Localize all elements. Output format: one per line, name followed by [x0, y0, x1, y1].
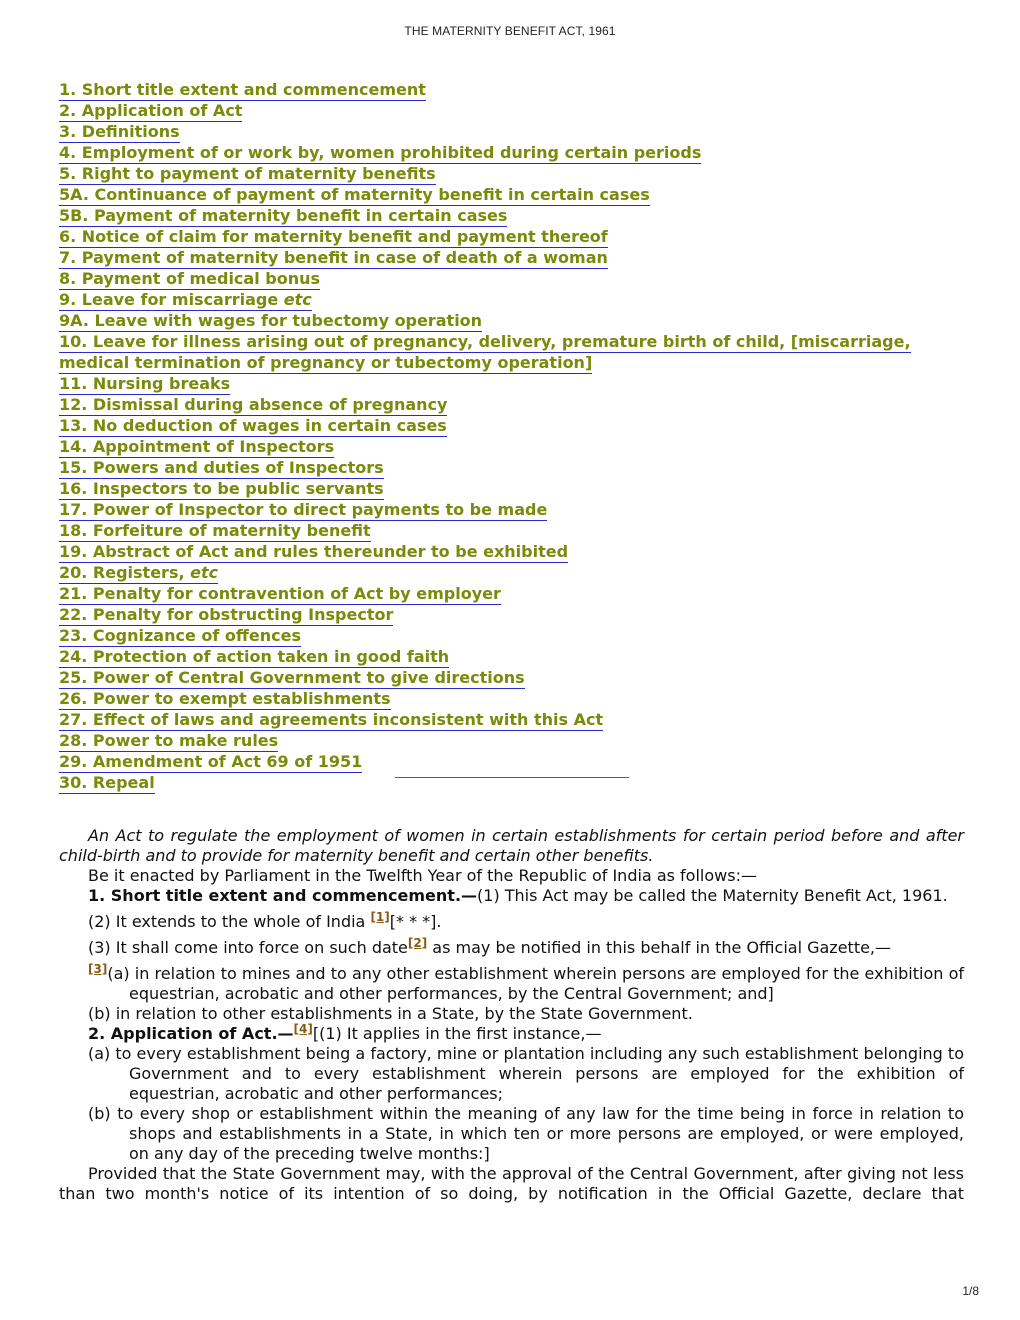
toc-link-21[interactable]: 21. Penalty for contravention of Act by employer [59, 584, 501, 603]
toc-link-16[interactable]: 16. Inspectors to be public servants [59, 479, 384, 498]
section-2-clause-b: (b) to every shop or establishment within the meaning of any law for the time being in force in relation to shops and establishments in a State, in which ten or more persons are employed, or were employed, on any day of the preceding twelve months:] [88, 1104, 964, 1163]
toc-link-29[interactable]: 29. Amendment of Act 69 of 1951 [59, 752, 363, 771]
section-2 [59, 1021, 964, 1044]
toc-link-9-text: 9. Leave for miscarriage [59, 290, 284, 309]
page-number: 1/8 [962, 1284, 979, 1298]
toc-link-11[interactable]: 11. Nursing breaks [59, 374, 231, 393]
proviso: Provided that the State Government may, with the approval of the Central Government, after giving not less than two month's notice of its intention of so doing, by notification in the Official Gazette, declare that [59, 1164, 964, 1203]
preamble [59, 826, 964, 866]
toc-link-20[interactable] [59, 563, 218, 584]
section-1-text: (1) This Act may be called the Maternity Benefit Act, 1961. [477, 886, 948, 905]
toc-link-10-line2[interactable]: medical termination of pregnancy or tubectomy operation] [59, 353, 593, 372]
toc-link-25[interactable]: 25. Power of Central Government to give directions [59, 668, 525, 687]
toc-link-22[interactable]: 22. Penalty for obstructing Inspector [59, 605, 394, 624]
toc-link-17[interactable]: 17. Power of Inspector to direct payments to be made [59, 500, 548, 519]
section-1-clause-a-text: (a) in relation to mines and to any other establishment wherein persons are employed for the exhibition of equestrian, acrobatic and other performances, by the Central Government; and] [107, 964, 964, 1003]
toc-link-5[interactable]: 5. Right to payment of maternity benefits [59, 164, 436, 183]
toc-link-7[interactable]: 7. Payment of maternity benefit in case of death of a woman [59, 248, 608, 267]
footnote-1-link[interactable]: [1] [370, 909, 390, 924]
footnote-4-link[interactable]: [4] [293, 1021, 313, 1036]
footnote-2-link[interactable]: [2] [407, 935, 428, 950]
toc-link-6[interactable]: 6. Notice of claim for maternity benefit and payment thereof [59, 227, 608, 246]
section-1-clause-a [59, 961, 964, 1004]
toc-link-20-etc: etc [190, 563, 219, 582]
section-divider [395, 777, 629, 778]
page-header-title: THE MATERNITY BENEFIT ACT, 1961 [404, 24, 616, 38]
toc-link-15[interactable]: 15. Powers and duties of Inspectors [59, 458, 384, 477]
section-1-clause-b: (b) in relation to other establishments in a State, by the State Government. [88, 1004, 693, 1023]
toc-link-27[interactable]: 27. Effect of laws and agreements inconsistent with this Act [59, 710, 604, 729]
toc-link-9a[interactable]: 9A. Leave with wages for tubectomy operation [59, 311, 483, 330]
toc-link-12[interactable]: 12. Dismissal during absence of pregnancy [59, 395, 448, 414]
toc-link-5b[interactable]: 5B. Payment of maternity benefit in certain cases [59, 206, 508, 225]
toc-link-1[interactable]: 1. Short title extent and commencement [59, 80, 426, 99]
toc-link-4[interactable]: 4. Employment of or work by, women prohibited during certain periods [59, 143, 702, 162]
toc-link-8[interactable]: 8. Payment of medical bonus [59, 269, 321, 288]
section-1-2-omission: [* * *]. [389, 912, 442, 931]
section-1-heading: 1. Short title extent and commencement.— [88, 886, 478, 905]
section-1-3-text-2: as may be notified in this behalf in the Official Gazette,— [427, 938, 892, 957]
toc-link-2[interactable]: 2. Application of Act [59, 101, 243, 120]
toc-link-13[interactable]: 13. No deduction of wages in certain cases [59, 416, 447, 435]
toc-link-10-line1[interactable]: 10. Leave for illness arising out of pregnancy, delivery, premature birth of child, [miscarriage, [59, 332, 911, 351]
toc-link-26[interactable]: 26. Power to exempt establishments [59, 689, 391, 708]
footnote-3-link[interactable]: [3] [88, 961, 108, 976]
table-of-contents [59, 80, 959, 794]
toc-link-5a[interactable]: 5A. Continuance of payment of maternity benefit in certain cases [59, 185, 650, 204]
toc-link-20-text: 20. Registers, [59, 563, 191, 582]
section-1-2-text: (2) It extends to the whole of India [88, 912, 371, 931]
toc-link-18[interactable]: 18. Forfeiture of maternity benefit [59, 521, 371, 540]
section-2-text: [(1) It applies in the first instance,— [312, 1024, 602, 1043]
section-2-heading: 2. Application of Act.— [88, 1024, 294, 1043]
toc-link-28[interactable]: 28. Power to make rules [59, 731, 279, 750]
section-1-3 [59, 935, 964, 958]
toc-link-9[interactable] [59, 290, 312, 311]
toc-link-23[interactable]: 23. Cognizance of offences [59, 626, 301, 645]
section-2-clause-a: (a) to every establishment being a factory, mine or plantation including any such establishment belonging to Government and to every establishment wherein persons are employed for the exhibition of equestrian, acrobatic and other performances; [88, 1044, 964, 1103]
section-1-2 [59, 909, 964, 932]
section-1 [59, 886, 964, 906]
act-body [59, 826, 964, 1204]
toc-link-9-etc: etc [283, 290, 312, 309]
toc-link-3[interactable]: 3. Definitions [59, 122, 180, 141]
toc-link-24[interactable]: 24. Protection of action taken in good faith [59, 647, 450, 666]
toc-link-30[interactable]: 30. Repeal [59, 773, 155, 792]
enacting-clause: Be it enacted by Parliament in the Twelfth Year of the Republic of India as follows:— [88, 866, 757, 885]
preamble-text: An Act to regulate the employment of women in certain establishments for certain period before and after child-birth and to provide for maternity benefit and certain other benefits. [59, 826, 964, 865]
section-1-3-text: (3) It shall come into force on such date [88, 938, 408, 957]
toc-link-14[interactable]: 14. Appointment of Inspectors [59, 437, 335, 456]
toc-link-19[interactable]: 19. Abstract of Act and rules thereunder to be exhibited [59, 542, 569, 561]
